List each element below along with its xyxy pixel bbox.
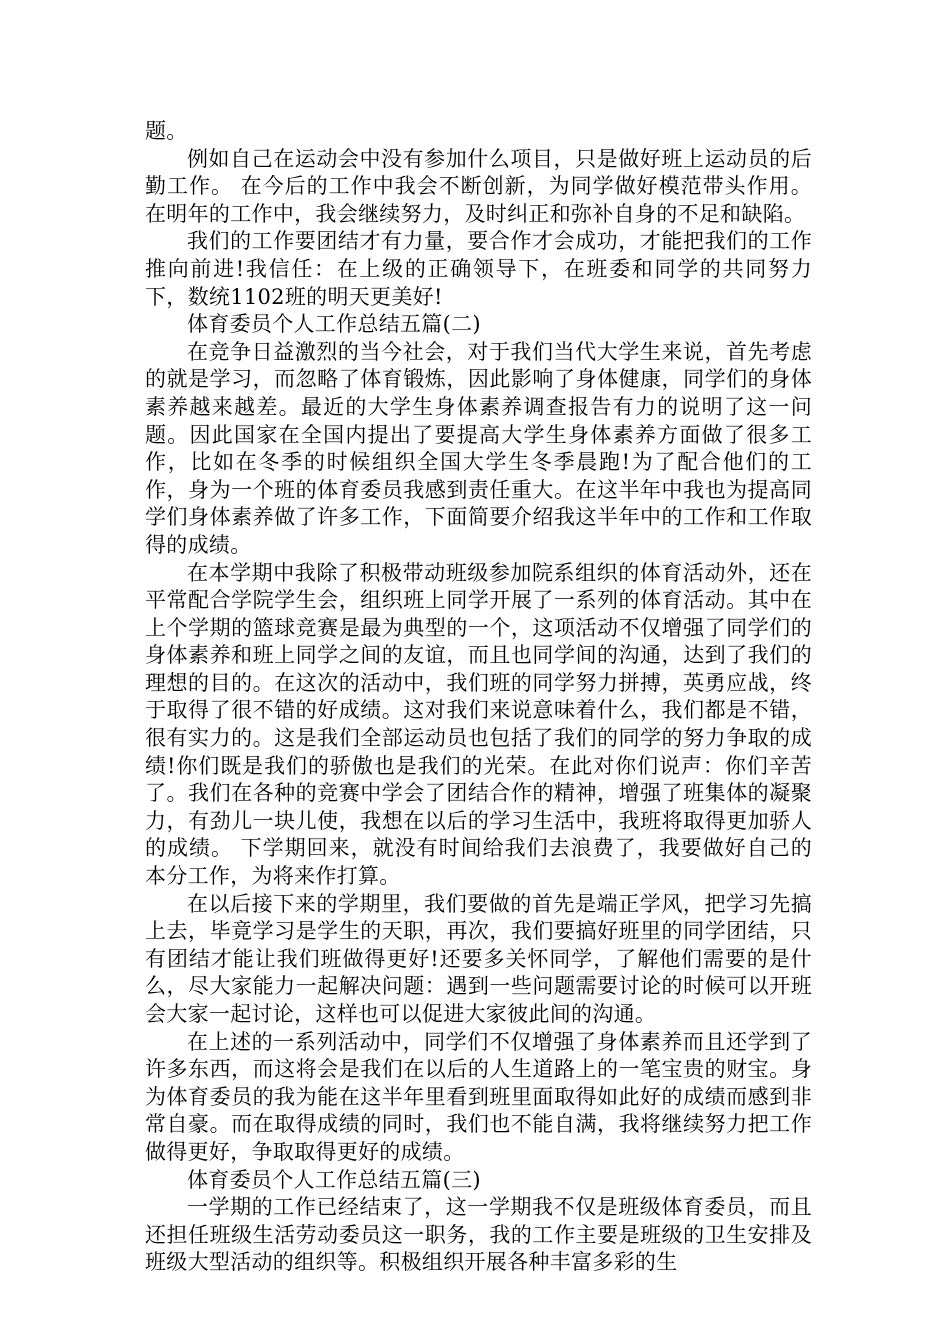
- paragraph: 在本学期中我除了积极带动班级参加院系组织的体育活动外，还在平常配合学院学生会，组织班上同学开展了一系列的体育活动。其中在上个学期的篮球竞赛是最为典型的一个，这项活动不仅增强了同学们的身体素养和班上同学之间的友谊，而且也同学间的沟通，达到了我们的理想的目的。在这次的活动中，我们班的同学努力拼搏，英勇应战，终于取得了很不错的好成绩。这对我们来说意味着什么，我们都是不错，很有实力的。这是我们全部运动员也包括了我们的同学的努力争取的成绩!你们既是我们的骄傲也是我们的光荣。在此对你们说声：你们辛苦了。我们在各种的竞赛中学会了团结合作的精神，增强了班集体的凝聚力，有劲儿一块儿使，我想在以后的学习生活中，我班将取得更加骄人的成绩。 下学期回来，就没有时间给我们去浪费了，我要做好自己的本分工作，为将来作打算。: [145, 560, 812, 889]
- section-heading: 体育委员个人工作总结五篇(三): [187, 1167, 481, 1192]
- section-heading: 体育委员个人工作总结五篇(二): [187, 312, 481, 337]
- paragraph: 在竞争日益激烈的当今社会，对于我们当代大学生来说，首先考虑的就是学习，而忽略了体育锻炼，因此影响了身体健康，同学们的身体素养越来越差。最近的大学生身体素养调查报告有力的说明了这一问题。因此国家在全国内提出了要提高大学生身体素养方面做了很多工作，比如在冬季的时候组织全国大学生冬季晨跑!为了配合他们的工作，身为一个班的体育委员我感到责任重大。在这半年中我也为提高同学们身体素养做了许多工作，下面简要介绍我这半年中的工作和工作取得的成绩。: [145, 339, 812, 557]
- paragraph-continuation: 题。: [145, 119, 188, 143]
- paragraph: 在上述的一系列活动中，同学们不仅增强了身体素养而且还学到了许多东西，而这将会是我们在以后的人生道路上的一笔宝贵的财宝。身为体育委员的我为能在这半年里看到班里面取得如此好的成绩而感到非常自豪。而在取得成绩的同时，我们也不能自满，我将继续努力把工作做得更好，争取取得更好的成绩。: [145, 1029, 812, 1164]
- paragraph: 例如自己在运动会中没有参加什么项目，只是做好班上运动员的后勤工作。 在今后的工作中我会不断创新，为同学做好模范带头作用。在明年的工作中，我会继续努力，及时纠正和弥补自身的不足和缺陷。: [145, 146, 812, 226]
- paragraph: 在以后接下来的学期里，我们要做的首先是端正学风，把学习先搞上去，毕竟学习是学生的天职，再次，我们要搞好班里的同学团结，只有团结才能让我们班做得更好!还要多关怀同学，了解他们需要的是什么，尽大家能力一起解决问题：遇到一些问题需要讨论的时候可以开班会大家一起讨论，这样也可以促进大家彼此间的沟通。: [145, 891, 812, 1026]
- document-page: [145, 118, 812, 1277]
- paragraph: 我们的工作要团结才有力量，要合作才会成功，才能把我们的工作推向前进!我信任：在上级的正确领导下，在班委和同学的共同努力下，数统1102班的明天更美好!: [145, 229, 812, 309]
- paragraph: 一学期的工作已经结束了，这一学期我不仅是班级体育委员，而且还担任班级生活劳动委员这一职务，我的工作主要是班级的卫生安排及班级大型活动的组织等。积极组织开展各种丰富多彩的生: [145, 1195, 812, 1275]
